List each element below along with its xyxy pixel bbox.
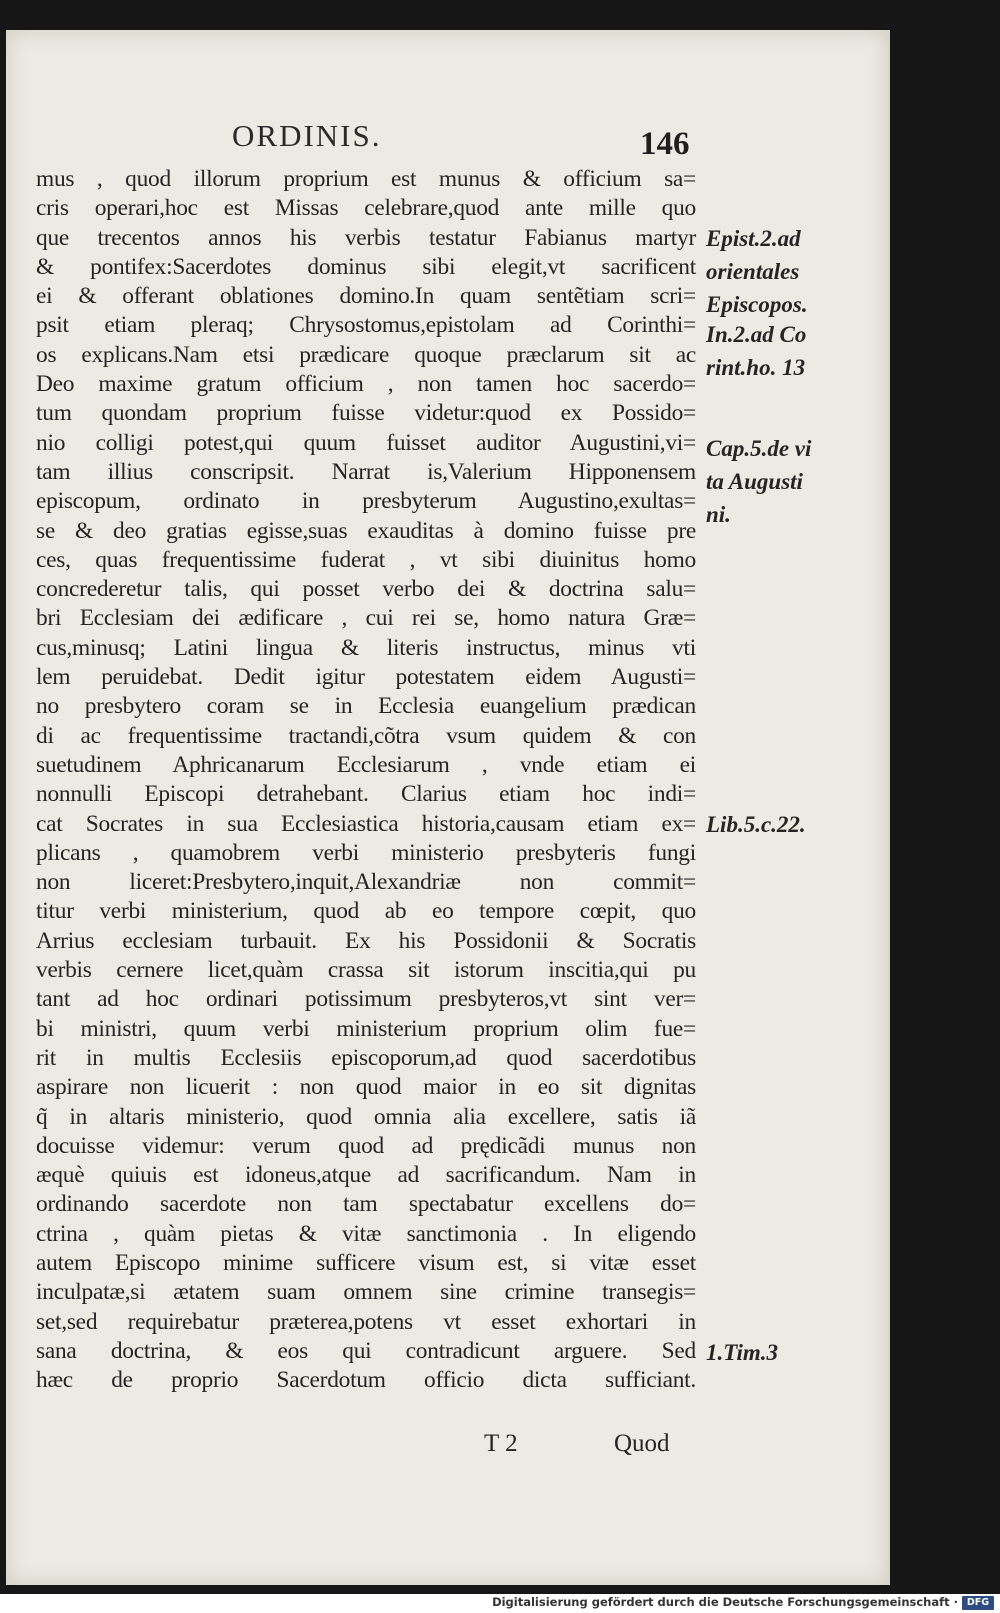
margin-notes — [706, 30, 886, 1430]
margin-note-line: In.2.ad Co — [706, 322, 807, 347]
margin-note-timothy — [706, 1336, 881, 1369]
text-line: di ac frequentissime tractandi,cõtra vsum quidem & con — [36, 722, 696, 749]
text-line: mus , quod illorum proprium est munus & officium sa= — [36, 166, 696, 192]
text-line: set,sed requirebatur præterea,potens vt esset exhortari in — [36, 1308, 696, 1335]
text-line: docuisse videmur: verum quod ad prędicãdi munus non — [36, 1132, 696, 1159]
text-line: bri Ecclesiam dei ædificare , cui rei se, homo natura Græ= — [36, 605, 696, 632]
margin-note-line: ta Augusti — [706, 469, 803, 494]
margin-note-line: Epist.2.ad — [706, 226, 801, 251]
page-footer — [6, 1430, 726, 1470]
text-line: ctrina , quàm pietas & vitæ sanctimonia . In eligendo — [36, 1220, 696, 1247]
body-text — [36, 165, 696, 1395]
text-line: concrederetur talis, qui posset verbo dei & doctrina salu= — [36, 576, 696, 603]
margin-note-line: 1.Tim.3 — [706, 1340, 778, 1365]
margin-note-line: orientales — [706, 259, 800, 284]
text-line: ordinando sacerdote non tam spectabatur excellens do= — [36, 1191, 696, 1218]
text-line: ei & offerant oblationes domino.In quam sentẽtiam scri= — [36, 283, 696, 310]
text-line: cris operari,hoc est Missas celebrare,quod ante mille quo — [36, 195, 696, 222]
text-line: verbis cernere licet,quàm crassa sit istorum inscitia,qui pu — [36, 957, 696, 984]
page-header — [6, 88, 726, 162]
running-title: ORDINIS. — [232, 118, 382, 153]
text-line: tant ad hoc ordinari potissimum presbyteros,vt sint ver= — [36, 986, 696, 1013]
text-line: suetudinem Aphricanarum Ecclesiarum , vnde etiam ei — [36, 751, 696, 778]
margin-note-socrates-book — [706, 808, 881, 841]
dfg-logo-icon: DFG — [962, 1596, 994, 1610]
signature-mark: T 2 — [484, 1430, 518, 1457]
text-line: bi ministri, quum verbi ministerium proprium olim fue= — [36, 1015, 696, 1042]
text-line: nio colligi potest,qui quum fuisset auditor Augustini,vi= — [36, 429, 696, 456]
margin-note-corinthians — [706, 318, 881, 384]
margin-note-line: Lib.5.c.22. — [706, 812, 806, 837]
text-line: Arrius ecclesiam turbauit. Ex his Possidonii & Socratis — [36, 927, 696, 954]
text-line: cus,minusq; Latini lingua & literis instructus, minus vti — [36, 634, 696, 661]
page-number: 146 — [640, 126, 690, 162]
text-line: sana doctrina, & eos qui contradicunt arguere. Sed — [36, 1337, 696, 1364]
text-line: autem Episcopo minime sufficere visum est, si vitæ esset — [36, 1249, 696, 1276]
text-line: nonnulli Episcopi detrahebant. Clarius etiam hoc indi= — [36, 781, 696, 808]
text-line: aspirare non licuerit : non quod maior in eo sit dignitas — [36, 1074, 696, 1101]
text-line: cat Socrates in sua Ecclesiastica historia,causam etiam ex= — [36, 810, 696, 837]
text-line: no presbytero coram se in Ecclesia euangelium prædican — [36, 693, 696, 720]
margin-note-vita-augustini — [706, 432, 881, 531]
text-line: psit etiam pleraq; Chrysostomus,epistolam ad Corinthi= — [36, 312, 696, 339]
margin-note-line: Cap.5.de vi — [706, 436, 812, 461]
margin-note-epistle — [706, 222, 881, 321]
text-line: inculpatæ,si ætatem suam omnem sine crimine transegis= — [36, 1279, 696, 1306]
text-line: rit in multis Ecclesiis episcoporum,ad quod sacerdotibus — [36, 1044, 696, 1071]
text-line: æquè quiuis est idoneus,atque ad sacrificandum. Nam in — [36, 1162, 696, 1189]
text-line: ces, quas frequentissime fuderat , vt sibi diuinitus homo — [36, 546, 696, 573]
margin-note-line: ni. — [706, 502, 731, 527]
text-line: os explicans.Nam etsi prædicare quoque præclarum sit ac — [36, 341, 696, 368]
catchword: Quod — [614, 1430, 670, 1457]
text-line: plicans , quamobrem verbi ministerio presbyteris fungi — [36, 839, 696, 866]
text-line: que trecentos annos his verbis testatur Fabianus martyr — [36, 224, 696, 251]
text-line: & pontifex:Sacerdotes dominus sibi elegit,vt sacrificent — [36, 253, 696, 280]
credit-bar — [0, 1594, 1000, 1613]
text-line: hæc de proprio Sacerdotum officio dicta sufficiant. — [36, 1367, 696, 1394]
text-line: tam illius conscripsit. Narrat is,Valerium Hipponensem — [36, 458, 696, 485]
text-line: episcopum, ordinato in presbyterum Augustino,exultas= — [36, 488, 696, 515]
margin-note-line: rint.ho. 13 — [706, 355, 806, 380]
book-page — [6, 30, 890, 1585]
text-line: tum quondam proprium fuisse videtur:quod ex Possido= — [36, 400, 696, 427]
text-line: lem peruidebat. Dedit igitur potestatem eidem Augusti= — [36, 664, 696, 691]
text-line: Deo maxime gratum officium , non tamen hoc sacerdo= — [36, 371, 696, 398]
text-line: se & deo gratias egisse,suas exauditas à domino fuisse pre — [36, 517, 696, 544]
funding-credit: Digitalisierung gefördert durch die Deutsche Forschungsgemeinschaft · — [492, 1595, 958, 1609]
margin-note-line: Episcopos. — [706, 292, 808, 317]
text-line: q̃ in altaris ministerio, quod omnia alia excellere, satis iã — [36, 1103, 696, 1130]
text-line: titur verbi ministerium, quod ab eo tempore cœpit, quo — [36, 898, 696, 925]
text-line: non liceret:Presbytero,inquit,Alexandriæ non commit= — [36, 869, 696, 896]
